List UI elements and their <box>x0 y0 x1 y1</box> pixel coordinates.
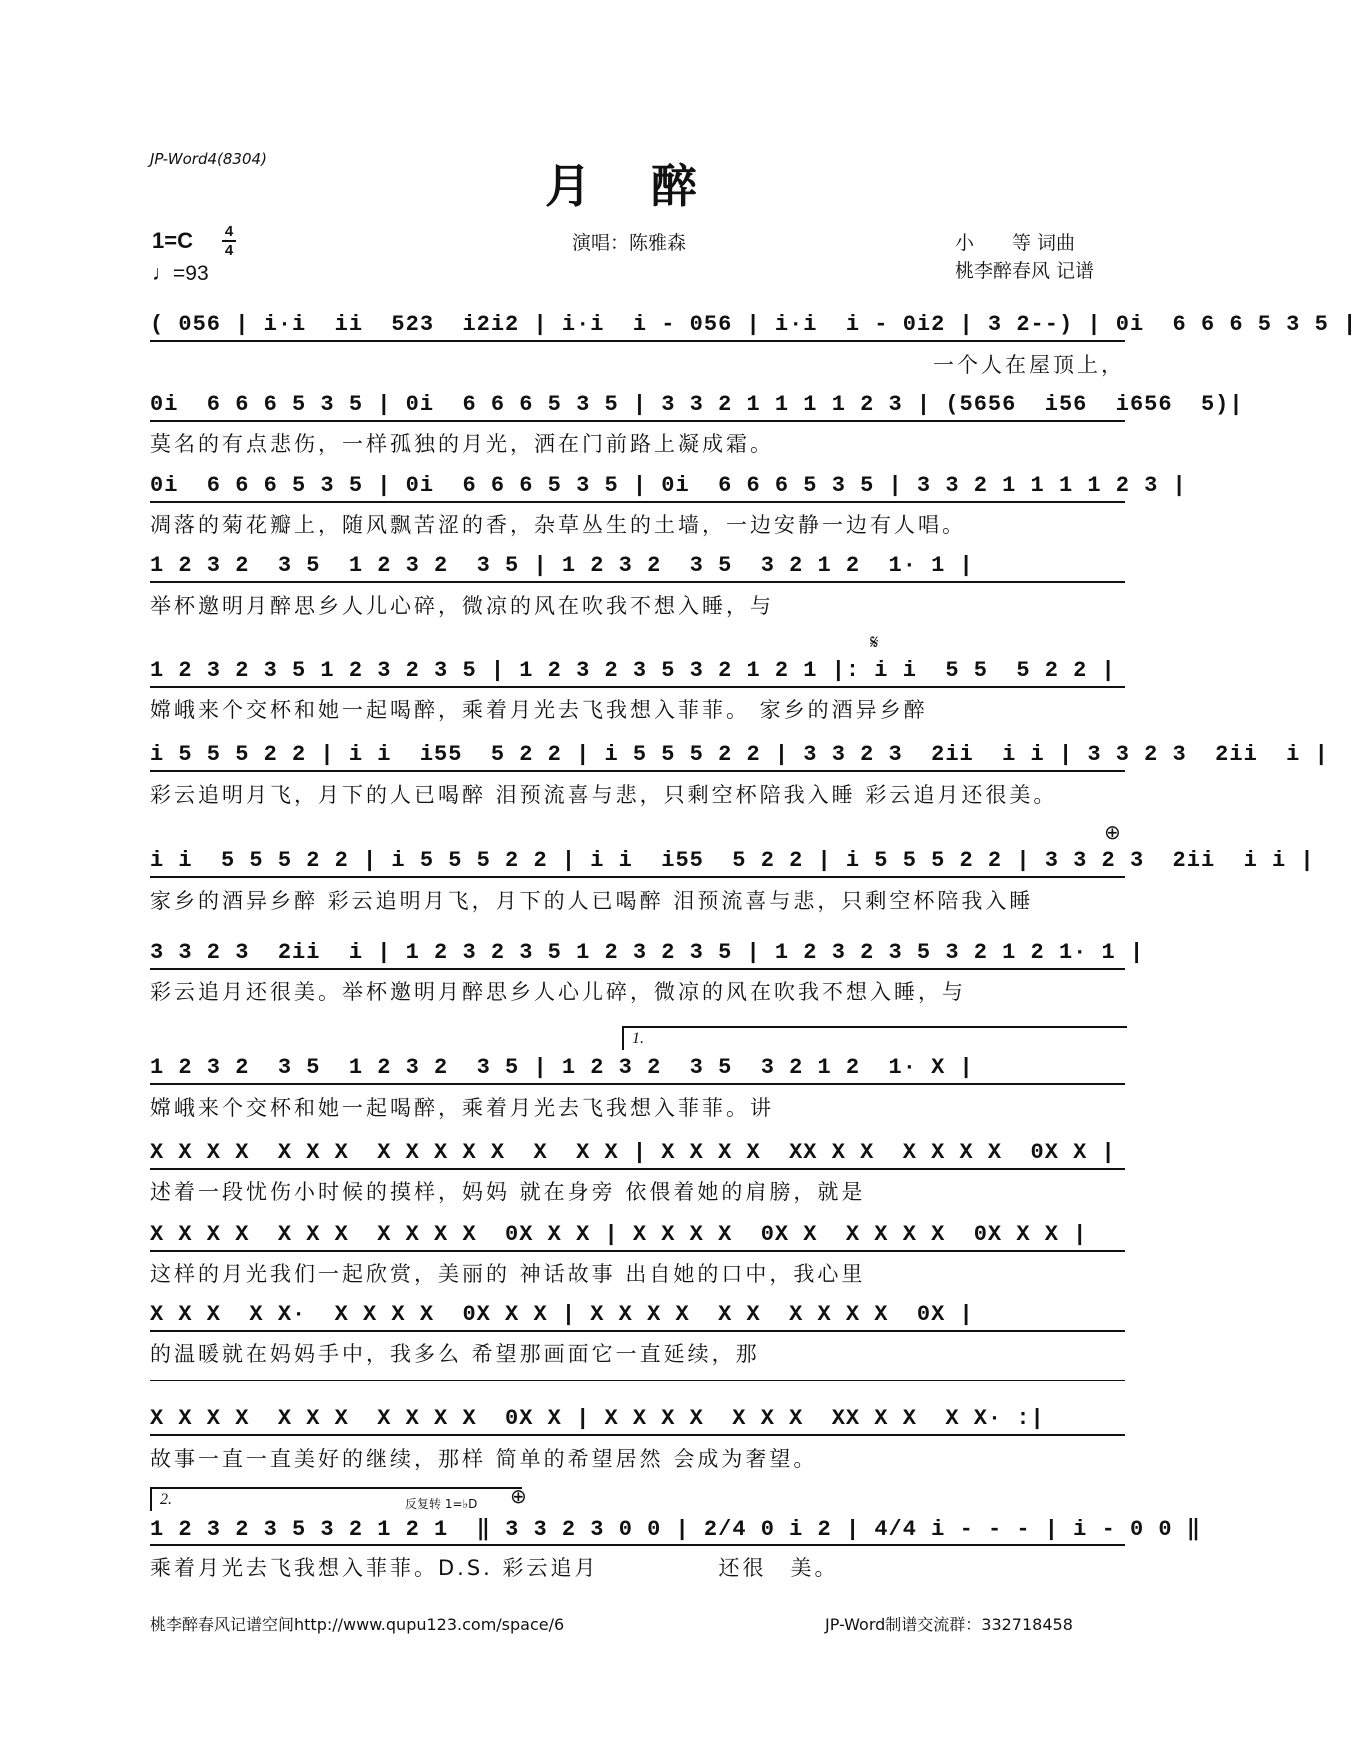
lyric-line-2: 莫名的有点悲伤，一样孤独的月光，洒在门前路上凝成霜。 <box>150 432 774 456</box>
score-notes-line-12: X X X X X· X X X X 0X X X | X X X X X X X X X X 0X | <box>150 1302 974 1327</box>
score-notes-line-2: 0i 6 6 6 5 3 5 | 0i 6 6 6 5 3 5 | 3 3 2 1 1 1 1 2 3 | (5656 i56 i656 5)| <box>150 392 1244 417</box>
lyric-line-14: 乘着月光去飞我想入菲菲。D.S. 彩云追月 还很 美。 <box>150 1556 839 1580</box>
modulation-note: 反复转 1=♭D <box>405 1497 478 1511</box>
coda-icon-2: ⊕ <box>510 1484 527 1508</box>
score-notes-line-7: i i 5 5 5 2 2 | i 5 5 5 2 2 | i i i55 5 2 2 | i 5 5 5 2 2 | 3 3 2 3 2ii i i | <box>150 848 1315 873</box>
lyric-line-1: 一个人在屋顶上， <box>933 353 1125 377</box>
lyric-line-12: 的温暖就在妈妈手中，我多么 希望那画面它一直延续，那 <box>150 1342 760 1366</box>
score-notes-line-10: X X X X X X X X X X X X X X X | X X X X XX X X X X X X 0X X | <box>150 1140 1116 1165</box>
score-notes-line-5: 1 2 3 2 3 5 1 2 3 2 3 5 | 1 2 3 2 3 5 3 2 1 2 1 |: i i 5 5 5 2 2 | <box>150 658 1116 683</box>
lyric-line-9: 嫦峨来个交杯和她一起喝醉，乘着月光去飞我想入菲菲。讲 <box>150 1096 774 1120</box>
lyricist-credit: 小 等 词曲 <box>955 232 1076 254</box>
score-notes-line-9: 1 2 3 2 3 5 1 2 3 2 3 5 | 1 2 3 2 3 5 3 2 1 2 1· X | <box>150 1055 974 1080</box>
time-signature <box>222 224 236 258</box>
software-label: JP-Word4(8304) <box>150 150 267 168</box>
lyric-line-7: 家乡的酒异乡醉 彩云追明月飞，月下的人已喝醉 泪预流喜与悲，只剩空杯陪我入睡 <box>150 889 1034 913</box>
volta-2-label: 2. <box>160 1491 172 1508</box>
lyric-line-10: 述着一段忧伤小时候的摸样，妈妈 就在身旁 依偎着她的肩膀，就是 <box>150 1180 866 1204</box>
time-signature-bottom: 4 <box>224 242 234 259</box>
key-signature: 1=C <box>152 228 193 253</box>
score-notes-line-3: 0i 6 6 6 5 3 5 | 0i 6 6 6 5 3 5 | 0i 6 6 6 5 3 5 | 3 3 2 1 1 1 1 2 3 | <box>150 473 1187 498</box>
score-notes-line-11: X X X X X X X X X X X 0X X X | X X X X 0X X X X X X 0X X X | <box>150 1222 1088 1247</box>
score-notes-line-6: i 5 5 5 2 2 | i i i55 5 2 2 | i 5 5 5 2 2 | 3 3 2 3 2ii i i | 3 3 2 3 2ii i | <box>150 742 1329 767</box>
score-notes-line-1: ( 056 | i·i ii 523 i2i2 | i·i i - 056 | i·i i - 0i2 | 3 2--) | 0i 6 6 6 5 3 5 | <box>150 312 1357 337</box>
lyric-line-8: 彩云追月还很美。举杯邀明月醉思乡人心儿碎，微凉的风在吹我不想入睡，与 <box>150 980 966 1004</box>
score-notes-line-13: X X X X X X X X X X X 0X X | X X X X X X X XX X X X X· :| <box>150 1406 1045 1431</box>
score-notes-line-8: 3 3 2 3 2ii i | 1 2 3 2 3 5 1 2 3 2 3 5 | 1 2 3 2 3 5 3 2 1 2 1· 1 | <box>150 940 1145 965</box>
singer-credit: 演唱：陈雅森 <box>572 232 687 254</box>
lyric-line-13: 故事一直一直美好的继续，那样 简单的希望居然 会成为奢望。 <box>150 1447 818 1471</box>
segno-icon: 𝄋 <box>870 630 879 654</box>
lyric-line-11: 这样的月光我们一起欣赏，美丽的 神话故事 出自她的口中，我心里 <box>150 1262 866 1286</box>
lyric-line-5: 嫦峨来个交杯和她一起喝醉，乘着月光去飞我想入菲菲。 家乡的酒异乡醉 <box>150 698 928 722</box>
footer-source: 桃李醉春风记谱空间http://www.qupu123.com/space/6 <box>150 1615 565 1634</box>
lyric-line-3: 凋落的菊花瓣上，随风飘苦涩的香，杂草丛生的土墙，一边安静一边有人唱。 <box>150 513 966 537</box>
score-notes-line-4: 1 2 3 2 3 5 1 2 3 2 3 5 | 1 2 3 2 3 5 3 2 1 2 1· 1 | <box>150 553 974 578</box>
song-title: 月醉 <box>545 159 757 213</box>
footer-group: JP-Word制谱交流群：332718458 <box>825 1615 1073 1634</box>
tempo-marking: ♩=93 <box>152 262 209 285</box>
coda-icon: ⊕ <box>1104 820 1121 844</box>
transcriber-credit: 桃李醉春风 记谱 <box>955 260 1095 282</box>
volta-1-label: 1. <box>632 1030 644 1047</box>
volta-1-bracket <box>622 1026 1127 1050</box>
time-signature-top: 4 <box>224 223 234 240</box>
score-notes-line-14: 1 2 3 2 3 5 3 2 1 2 1 ‖ 3 3 2 3 0 0 | 2/4 0 i 2 | 4/4 i - - - | i - 0 0 ‖ <box>150 1517 1202 1542</box>
lyric-line-4: 举杯邀明月醉思乡人儿心碎，微凉的风在吹我不想入睡，与 <box>150 594 774 618</box>
lyric-line-6: 彩云追明月飞，月下的人已喝醉 泪预流喜与悲，只剩空杯陪我入睡 彩云追月还很美。 <box>150 783 1058 807</box>
